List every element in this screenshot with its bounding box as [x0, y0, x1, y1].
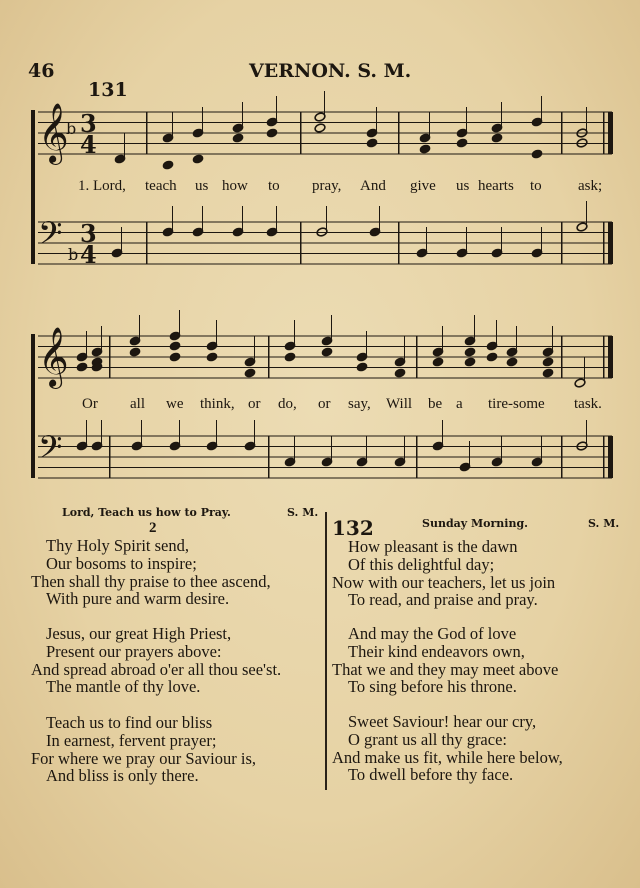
notehead [314, 123, 326, 133]
notehead [266, 128, 278, 138]
verse-line: Thy Holy Spirit send, [46, 536, 189, 555]
verse-line: O grant us all thy grace: [348, 729, 507, 749]
verse-line: And spread abroad o'er all thou see'st. [31, 659, 282, 679]
barline [416, 336, 418, 378]
flat-icon: b [66, 119, 77, 138]
verse-line: Jesus, our great High Priest, [46, 624, 232, 643]
lyric-word: Will [386, 396, 413, 412]
notehead [169, 341, 181, 351]
verse-line: Present our prayers above: [46, 641, 222, 661]
verse-line: To read, and praise and pray. [348, 590, 538, 610]
system-bracket [31, 334, 35, 478]
bass-clef-icon: 𝄢 [38, 429, 63, 473]
barline [146, 222, 148, 264]
lyric-word: us [456, 178, 470, 194]
left-hymn-meter: S. M. [287, 506, 319, 519]
notehead [192, 154, 204, 164]
barline [561, 222, 563, 264]
verse-line: And may the God of love [348, 624, 517, 643]
barline [603, 436, 605, 478]
verse-line: Our bosoms to inspire; [46, 553, 197, 573]
verse-line: The mantle of thy love. [46, 677, 201, 697]
verse-line: To dwell before thy face. [348, 765, 514, 785]
barline [608, 336, 613, 378]
notehead [366, 138, 378, 148]
notehead [491, 133, 503, 143]
barline [300, 222, 302, 264]
lyric-word: task. [574, 396, 602, 412]
barline [608, 436, 613, 478]
notehead [321, 347, 333, 357]
lyric-word: pray, [312, 178, 342, 194]
barline [268, 436, 270, 478]
verse-line: In earnest, fervent prayer; [46, 730, 217, 750]
notehead [464, 347, 476, 357]
treble-time-top: 3 [80, 109, 97, 138]
notehead [284, 352, 296, 362]
column-divider [325, 512, 327, 790]
notehead [356, 362, 368, 372]
notehead [76, 362, 88, 372]
verse-line: Now with our teachers, let us join [332, 572, 556, 592]
lyric-word: And [360, 178, 386, 194]
verse-line: Of this delightful day; [348, 554, 495, 574]
lyric-word: we [166, 396, 184, 412]
lyric-word: hearts [478, 178, 514, 194]
lyric-word: all [130, 396, 145, 412]
tune-title: VERNON. S. M. [249, 60, 412, 82]
treble-clef-icon: 𝄞 [38, 103, 69, 163]
bass-time-bottom: 4 [80, 240, 97, 269]
verse-line: Then shall thy praise to thee ascend, [31, 571, 271, 591]
barline [608, 112, 613, 154]
bass-clef-icon: 𝄢 [38, 215, 63, 259]
barline [300, 112, 302, 154]
lyric-word: do, [278, 396, 297, 412]
barline [603, 112, 605, 154]
barline [416, 436, 418, 478]
lyric-word: think, [200, 396, 235, 412]
notehead [531, 149, 543, 159]
verse-line: And bliss is only there. [46, 766, 199, 786]
barline [398, 112, 400, 154]
lyric-word: tire-some [488, 396, 545, 412]
notehead [244, 368, 256, 378]
verse-line: Sweet Saviour! hear our cry, [348, 712, 537, 731]
lyric-word: a [456, 396, 463, 412]
hymn-number-131: 131 [88, 79, 128, 101]
page-number: 46 [28, 60, 55, 82]
notehead [206, 352, 218, 362]
barline [268, 336, 270, 378]
right-hymn-title: Sunday Morning. [422, 517, 528, 530]
barline [561, 336, 563, 378]
verse-line: That we and they may meet above [332, 659, 559, 679]
lyric-word: be [428, 396, 443, 412]
notehead [169, 352, 181, 362]
notehead [464, 357, 476, 367]
lyric-word: teach [145, 178, 177, 194]
bass-time-top: 3 [80, 219, 97, 248]
barline [146, 112, 148, 154]
barline [608, 222, 613, 264]
barline [561, 112, 563, 154]
lyric-word: to [268, 178, 280, 194]
verse-number: 2 [149, 520, 157, 536]
right-hymn-meter: S. M. [588, 517, 620, 530]
notehead [506, 357, 518, 367]
lyric-word: to [530, 178, 542, 194]
verse-line: To sing before his throne. [348, 677, 517, 697]
lyric-word: 1. Lord, [78, 178, 126, 194]
lyric-word: or [248, 396, 261, 412]
verse-line: And make us fit, while here below, [332, 747, 563, 767]
barline [398, 222, 400, 264]
notehead [394, 368, 406, 378]
verse-line: For where we pray our Saviour is, [31, 748, 256, 768]
notehead [432, 357, 444, 367]
treble-clef-icon: 𝄞 [38, 327, 69, 387]
lyric-word: Or [82, 396, 98, 412]
verse-line: With pure and warm desire. [46, 589, 230, 609]
barline [603, 222, 605, 264]
barline [109, 436, 111, 478]
left-hymn-title: Lord, Teach us how to Pray. [62, 506, 231, 519]
notehead [486, 352, 498, 362]
lyric-word: ask; [578, 178, 603, 194]
notehead [542, 368, 554, 378]
lyric-word: how [222, 178, 248, 194]
lyric-word: say, [348, 396, 371, 412]
notehead [542, 357, 554, 367]
barline [561, 436, 563, 478]
lyric-word: or [318, 396, 331, 412]
notehead [456, 138, 468, 148]
flat-icon: b [68, 245, 79, 264]
lyric-word: us [195, 178, 209, 194]
verse-line: Teach us to find our bliss [46, 713, 213, 732]
notehead [162, 160, 174, 170]
barline [109, 336, 111, 378]
notehead [232, 133, 244, 143]
verse-line: Their kind endeavors own, [348, 641, 525, 661]
barline [603, 336, 605, 378]
notehead [419, 144, 431, 154]
notehead [129, 347, 141, 357]
system-bracket [31, 110, 35, 264]
verse-line: How pleasant is the dawn [348, 537, 518, 556]
treble-time-bottom: 4 [80, 130, 97, 159]
hymn-number-132: 132 [332, 516, 374, 540]
lyric-word: give [410, 178, 436, 194]
